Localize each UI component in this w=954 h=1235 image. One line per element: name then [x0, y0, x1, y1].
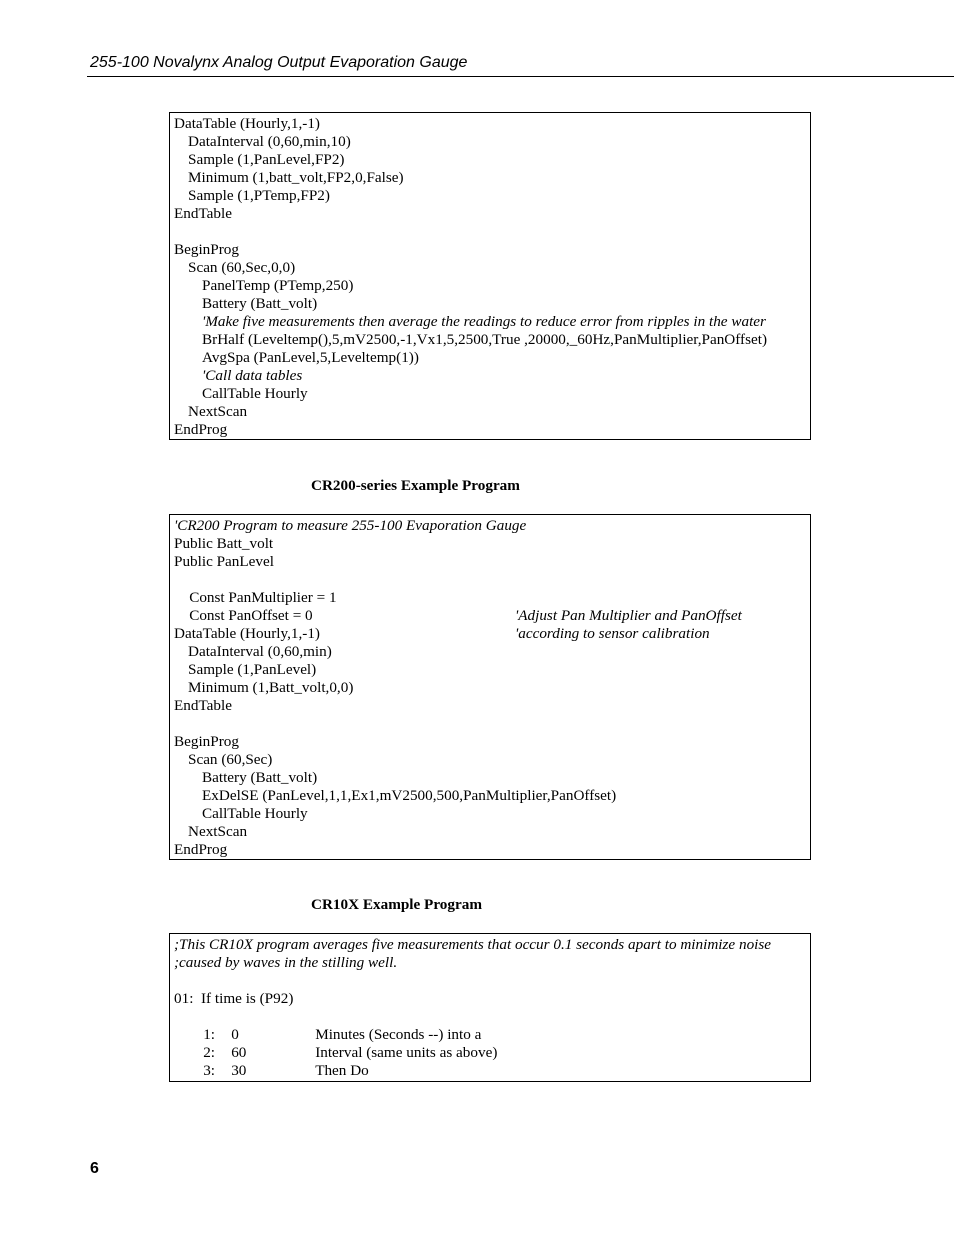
code-line: PanelTemp (PTemp,250) — [202, 277, 354, 294]
code-line: CallTable Hourly — [202, 385, 308, 402]
code-line: DataTable (Hourly,1,-1) — [174, 115, 320, 132]
page-header-title: 255-100 Novalynx Analog Output Evaporation Gauge — [90, 54, 468, 71]
header-divider — [87, 76, 954, 77]
code-line: Scan (60,Sec,0,0) — [188, 259, 296, 276]
code-line: DataInterval (0,60,min,10) — [188, 133, 351, 150]
blank-line — [174, 972, 810, 990]
param-number: 1: — [203, 1026, 216, 1043]
code-line: Minimum (1,Batt_volt,0,0) — [188, 679, 354, 696]
instruction-line: 01: If time is (P92) — [174, 990, 294, 1007]
page-number: 6 — [90, 1160, 99, 1177]
code-line: Sample (1,PanLevel) — [188, 661, 317, 678]
code-line: EndProg — [174, 841, 228, 858]
param-value: 60 — [231, 1044, 247, 1061]
code-box-cr10x — [169, 933, 811, 1082]
code-line: CallTable Hourly — [202, 805, 308, 822]
code-line: Public PanLevel — [174, 553, 274, 570]
code-comment: ;caused by waves in the stilling well. — [174, 954, 398, 971]
param-number: 2: — [203, 1044, 216, 1061]
code-text: Const PanOffset = 0 — [189, 607, 313, 624]
code-comment: 'Call data tables — [202, 367, 303, 384]
code-line: BeginProg — [174, 241, 239, 258]
code-line: Public Batt_volt — [174, 535, 274, 552]
code-comment: 'CR200 Program to measure 255-100 Evaporation Gauge — [174, 517, 527, 534]
param-number: 3: — [203, 1062, 216, 1079]
code-line: ExDelSE (PanLevel,1,1,Ex1,mV2500,500,PanMultiplier,PanOffset) — [202, 787, 617, 804]
param-value: 0 — [231, 1026, 239, 1043]
code-line: EndTable — [174, 205, 232, 222]
code-comment: 'according to sensor calibration — [515, 625, 710, 642]
code-line: DataTable (Hourly,1,-1) — [174, 625, 320, 642]
code-line: Sample (1,PTemp,FP2) — [188, 187, 330, 204]
code-line: DataInterval (0,60,min) — [188, 643, 332, 660]
code-line: Battery (Batt_volt) — [202, 769, 318, 786]
code-comment: ;This CR10X program averages five measurements that occur 0.1 seconds apart to minimize noise — [174, 936, 772, 953]
code-line: Scan (60,Sec) — [188, 751, 273, 768]
code-line: Sample (1,PanLevel,FP2) — [188, 151, 345, 168]
code-line: BeginProg — [174, 733, 239, 750]
code-box-continued-program — [169, 112, 811, 440]
param-value: 30 — [231, 1062, 247, 1079]
param-description: Minutes (Seconds --) into a — [315, 1026, 482, 1043]
code-line: Minimum (1,batt_volt,FP2,0,False) — [188, 169, 404, 186]
code-comment: 'Make five measurements then average the readings to reduce error from ripples in the water — [202, 313, 766, 330]
param-description: Interval (same units as above) — [315, 1044, 498, 1061]
blank-line — [174, 223, 810, 241]
code-line: Battery (Batt_volt) — [202, 295, 318, 312]
param-line — [174, 1008, 810, 1043]
code-box-cr200 — [169, 514, 811, 860]
code-line: BrHalf (Leveltemp(),5,mV2500,-1,Vx1,5,2500,True ,20000,_60Hz,PanMultiplier,PanOffset) — [202, 331, 768, 348]
code-line: EndProg — [174, 421, 228, 438]
code-line: NextScan — [188, 823, 248, 840]
blank-line — [174, 715, 810, 733]
cr200-heading: CR200-series Example Program — [311, 477, 520, 494]
cr10x-heading: CR10X Example Program — [311, 896, 482, 913]
code-comment: 'Adjust Pan Multiplier and PanOffset — [515, 607, 742, 624]
code-line: AvgSpa (PanLevel,5,Leveltemp(1)) — [202, 349, 419, 366]
code-text: Const PanMultiplier = 1 — [189, 589, 337, 606]
param-description: Then Do — [315, 1062, 369, 1079]
code-line: NextScan — [188, 403, 248, 420]
code-line: EndTable — [174, 697, 232, 714]
